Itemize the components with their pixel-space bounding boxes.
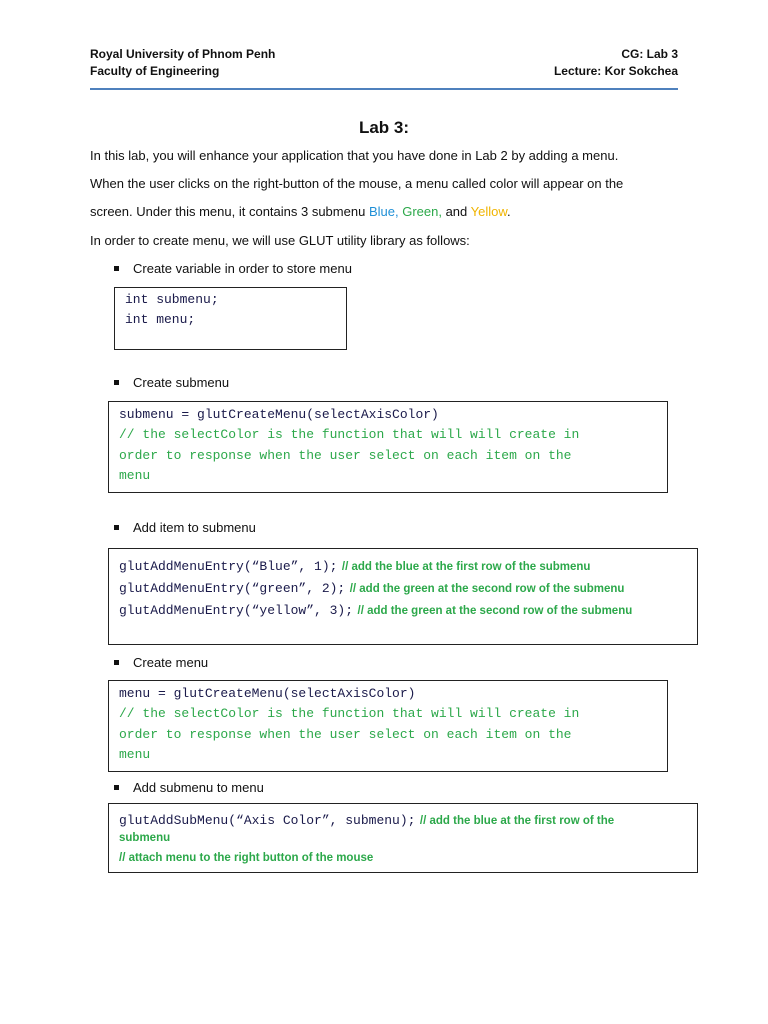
code-box-create-menu — [108, 680, 668, 772]
code-line: int menu; — [125, 312, 196, 327]
header-right — [554, 46, 678, 80]
code-line: menu = glutCreateMenu(selectAxisColor) — [119, 686, 416, 701]
intro-line-1: In this lab, you will enhance your application that you have done in Lab 2 by adding a menu. — [90, 148, 619, 163]
code-line: glutAddMenuEntry(“Blue”, 1); — [119, 559, 338, 574]
step-3-bullet — [114, 520, 256, 536]
code-box-add-items — [108, 548, 698, 645]
code-note: // add the green at the second row of the submenu — [357, 605, 633, 617]
code-note: // add the blue at the first row of the — [419, 815, 615, 827]
header-divider — [90, 88, 678, 90]
page-title: Lab 3: — [358, 118, 410, 137]
code-line: glutAddSubMenu(“Axis Color”, submenu); — [119, 813, 416, 828]
submenu-line — [119, 811, 614, 829]
code-note: submenu — [119, 832, 171, 844]
bullet-icon — [114, 380, 119, 385]
bullet-icon — [114, 785, 119, 790]
intro-line-3-text: screen. Under this menu, it contains 3 submenu — [90, 204, 369, 219]
lecturer-name: Lecture: Kor Sokchea — [553, 64, 678, 78]
code-line: int submenu; — [125, 292, 219, 307]
intro-line-4: In order to create menu, we will use GLUT utility library as follows: — [90, 233, 470, 248]
menu-entry-row — [119, 601, 632, 619]
code-note: // add the green at the second row of the submenu — [349, 583, 625, 595]
step-1-bullet — [114, 261, 352, 277]
intro-line-3 — [90, 204, 690, 220]
page-header — [90, 46, 678, 86]
intro-line-2: When the user clicks on the right-button of the mouse, a menu called color will appear on the — [90, 176, 624, 191]
code-comment-line: // the selectColor is the function that will will create in — [119, 427, 580, 442]
code-comment-line: menu — [119, 468, 151, 483]
code-box-create-submenu — [108, 401, 668, 493]
code-line: glutAddMenuEntry(“green”, 2); — [119, 581, 346, 596]
faculty-name: Faculty of Engineering — [90, 64, 220, 78]
code-comment-line: order to response when the user select on each item on the — [119, 727, 572, 742]
menu-entry-row — [119, 557, 590, 575]
code-box-add-submenu — [108, 803, 698, 873]
code-box-variables — [114, 287, 347, 350]
word-blue: Blue, — [368, 204, 399, 219]
word-green: Green, — [402, 204, 442, 219]
code-comment-line: menu — [119, 747, 151, 762]
menu-entry-row — [119, 579, 624, 597]
step-5-label: Add submenu to menu — [133, 780, 264, 795]
bullet-icon — [114, 266, 119, 271]
step-4-label: Create menu — [133, 655, 209, 670]
code-comment-line: order to response when the user select on each item on the — [119, 448, 572, 463]
course-name: CG: Lab 3 — [621, 47, 678, 61]
step-3-label: Add item to submenu — [133, 520, 256, 535]
step-2-bullet — [114, 375, 229, 391]
header-left — [90, 46, 275, 80]
code-line: submenu = glutCreateMenu(selectAxisColor) — [119, 407, 439, 422]
bullet-icon — [114, 525, 119, 530]
word-and: and — [441, 204, 471, 219]
code-comment-line: // the selectColor is the function that will will create in — [119, 706, 580, 721]
step-2-label: Create submenu — [133, 375, 230, 390]
step-1-label: Create variable in order to store menu — [133, 261, 352, 276]
code-note: // attach menu to the right button of the mouse — [119, 852, 374, 864]
step-4-bullet — [114, 655, 208, 671]
code-line: glutAddMenuEntry(“yellow”, 3); — [119, 603, 354, 618]
step-5-bullet — [114, 780, 264, 796]
code-note: // add the blue at the first row of the submenu — [341, 561, 591, 573]
intro-period: . — [507, 204, 511, 219]
university-name: Royal University of Phnom Penh — [90, 47, 276, 61]
bullet-icon — [114, 660, 119, 665]
word-yellow: Yellow — [470, 204, 508, 219]
